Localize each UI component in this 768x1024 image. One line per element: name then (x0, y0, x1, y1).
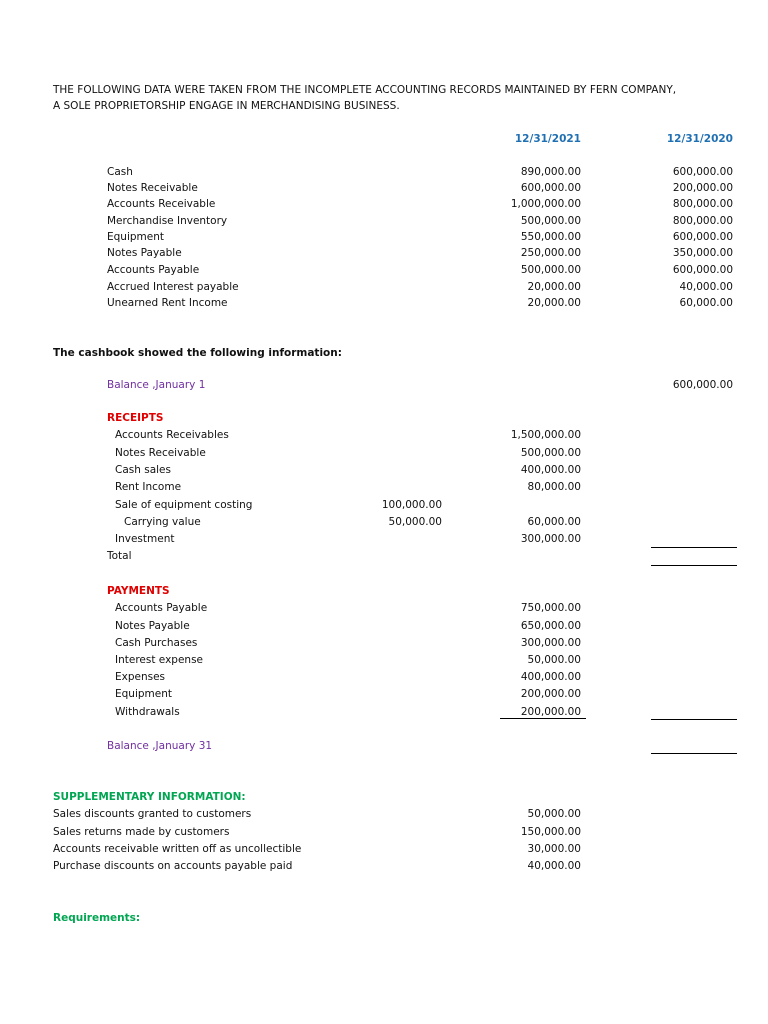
balance-current: 600,000.00 (520, 182, 581, 194)
balance-prior: 200,000.00 (672, 182, 733, 194)
sale-equipment-label: Sale of equipment costing (115, 499, 253, 511)
payment-amount: 750,000.00 (520, 602, 581, 614)
balance-current: 890,000.00 (520, 166, 581, 178)
sale-equipment-proceeds: 60,000.00 (527, 516, 581, 528)
payment-label: Interest expense (115, 654, 203, 666)
balance-prior: 600,000.00 (672, 264, 733, 276)
carrying-value-amount: 50,000.00 (388, 516, 442, 528)
balance-current: 500,000.00 (520, 215, 581, 227)
balance-label: Notes Payable (107, 247, 182, 259)
closing-balance-label: Balance ,January 31 (107, 740, 213, 752)
date-current: 12/31/2021 (514, 133, 581, 145)
payment-label: Cash Purchases (115, 637, 198, 649)
requirements-heading: Requirements: (53, 912, 141, 924)
balance-prior: 40,000.00 (679, 281, 733, 293)
balance-label: Merchandise Inventory (107, 215, 228, 227)
supplementary-label: Sales discounts granted to customers (53, 808, 252, 820)
receipt-amount: 80,000.00 (527, 481, 581, 493)
payment-amount: 400,000.00 (520, 671, 581, 683)
opening-balance-label: Balance ,January 1 (107, 379, 206, 391)
payment-amount: 650,000.00 (520, 620, 581, 632)
balance-label: Equipment (107, 231, 164, 243)
supplementary-amount: 150,000.00 (520, 826, 581, 838)
payment-label: Notes Payable (115, 620, 190, 632)
investment-amount: 300,000.00 (520, 533, 581, 545)
balance-current: 20,000.00 (527, 297, 581, 309)
intro-line-2: A SOLE PROPRIETORSHIP ENGAGE IN MERCHANDISING BUSINESS. (53, 100, 400, 112)
supplementary-label: Accounts receivable written off as uncollectible (53, 843, 302, 855)
supplementary-label: Sales returns made by customers (53, 826, 230, 838)
balance-label: Accounts Receivable (107, 198, 216, 210)
receipt-label: Rent Income (115, 481, 182, 493)
receipt-amount: 400,000.00 (520, 464, 581, 476)
balance-prior: 800,000.00 (672, 215, 733, 227)
balance-current: 250,000.00 (520, 247, 581, 259)
receipt-amount: 500,000.00 (520, 447, 581, 459)
supplementary-amount: 50,000.00 (527, 808, 581, 820)
total-underline-top (651, 547, 737, 548)
supplementary-label: Purchase discounts on accounts payable paid (53, 860, 293, 872)
date-prior: 12/31/2020 (666, 133, 733, 145)
payments-total-underline (651, 719, 737, 720)
supplementary-heading: SUPPLEMENTARY INFORMATION: (53, 791, 246, 803)
payment-label: Withdrawals (115, 706, 180, 718)
balance-label: Unearned Rent Income (107, 297, 228, 309)
receipt-amount: 1,500,000.00 (510, 429, 581, 441)
payment-label: Expenses (115, 671, 166, 683)
payment-label: Accounts Payable (115, 602, 208, 614)
balance-prior: 600,000.00 (672, 166, 733, 178)
payment-amount: 300,000.00 (520, 637, 581, 649)
supplementary-amount: 40,000.00 (527, 860, 581, 872)
balance-prior: 600,000.00 (672, 231, 733, 243)
payment-amount: 50,000.00 (527, 654, 581, 666)
total-underline-bottom (651, 565, 737, 566)
balance-prior: 800,000.00 (672, 198, 733, 210)
receipts-heading: RECEIPTS (107, 412, 164, 424)
receipt-label: Cash sales (115, 464, 171, 476)
payment-label: Equipment (115, 688, 172, 700)
investment-label: Investment (115, 533, 175, 545)
balance-current: 500,000.00 (520, 264, 581, 276)
balance-label: Accounts Payable (107, 264, 200, 276)
total-label: Total (107, 550, 132, 562)
receipt-label: Accounts Receivables (115, 429, 229, 441)
payment-amount: 200,000.00 (520, 688, 581, 700)
closing-balance-underline (651, 753, 737, 754)
balance-prior: 350,000.00 (672, 247, 733, 259)
supplementary-amount: 30,000.00 (527, 843, 581, 855)
balance-label: Cash (107, 166, 133, 178)
balance-current: 1,000,000.00 (510, 198, 581, 210)
balance-current: 20,000.00 (527, 281, 581, 293)
payments-underline (500, 718, 586, 719)
balance-prior: 60,000.00 (679, 297, 733, 309)
balance-current: 550,000.00 (520, 231, 581, 243)
cashbook-heading: The cashbook showed the following information: (53, 347, 342, 359)
payments-heading: PAYMENTS (107, 585, 170, 597)
receipt-label: Notes Receivable (115, 447, 206, 459)
balance-label: Accrued Interest payable (107, 281, 239, 293)
balance-label: Notes Receivable (107, 182, 198, 194)
opening-balance-amount: 600,000.00 (672, 379, 733, 391)
sale-equipment-cost: 100,000.00 (381, 499, 442, 511)
carrying-value-label: Carrying value (124, 516, 201, 528)
payment-amount: 200,000.00 (520, 706, 581, 718)
intro-line-1: THE FOLLOWING DATA WERE TAKEN FROM THE INCOMPLETE ACCOUNTING RECORDS MAINTAINED BY FERN COMPANY, (53, 84, 677, 96)
